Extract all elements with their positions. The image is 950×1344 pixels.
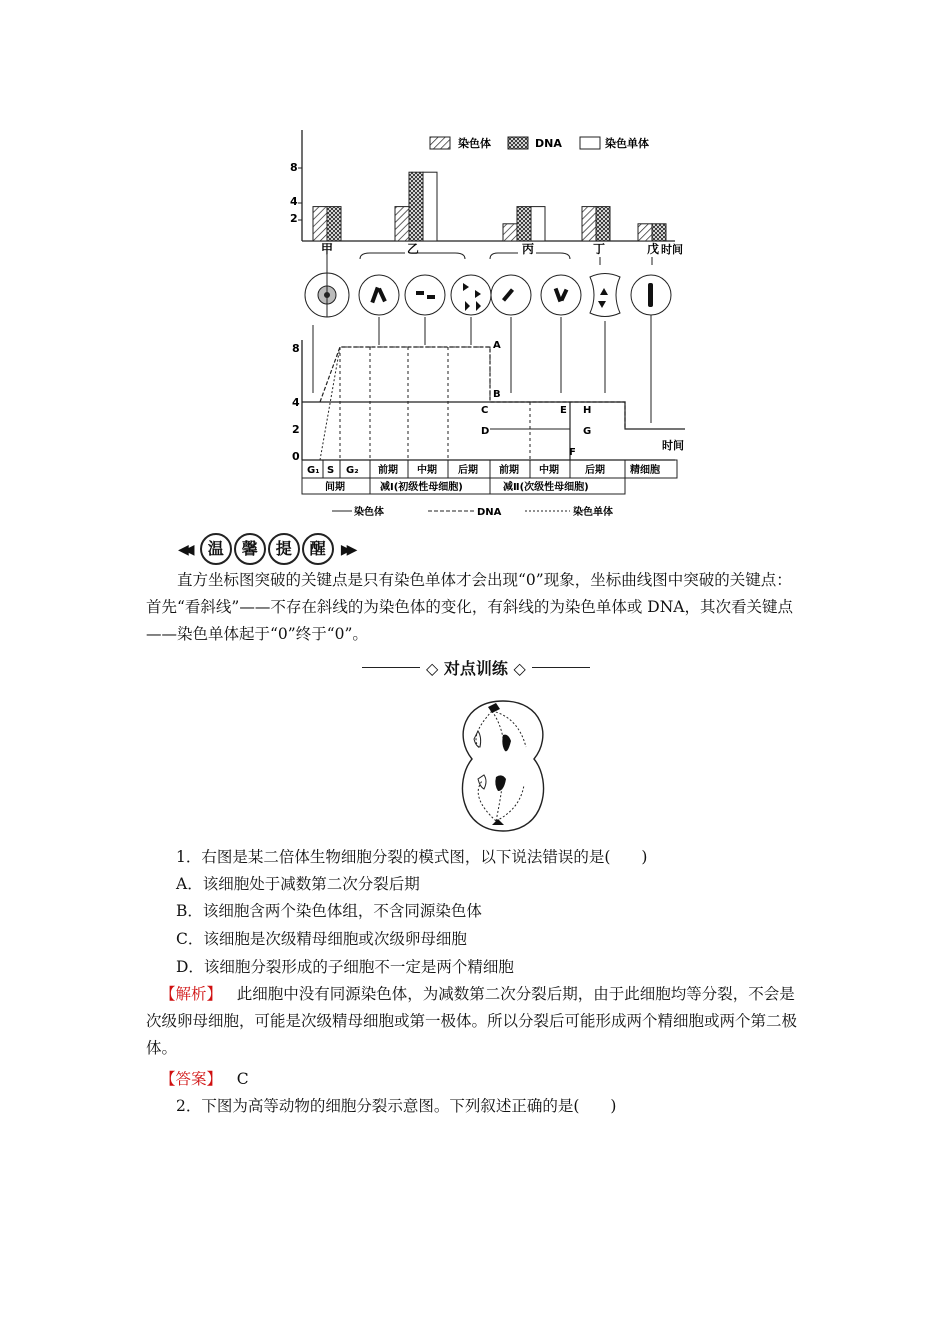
- point-F: F: [569, 447, 576, 458]
- bar-丙-DNA: [517, 207, 531, 241]
- line-tick-2: 2: [292, 423, 300, 436]
- analysis-tag: 【解析】: [160, 985, 223, 1003]
- q1-option-c: C．该细胞是次级精母细胞或次级卵母细胞: [176, 930, 467, 948]
- stage-jia: 甲: [321, 242, 334, 256]
- banner-char-1: 温: [200, 533, 232, 565]
- point-C: C: [481, 405, 489, 416]
- bar-戊-DNA: [652, 224, 666, 241]
- analysis-text: 此细胞中没有同源染色体，为减数第二次分裂后期，由于此细胞均等分裂，不会是次级卵母细胞，可能是次级精母细胞或第一极体。所以分裂后可能形成两个精细胞或两个第二极体。: [146, 985, 798, 1057]
- meiosis-figure: [280, 125, 700, 525]
- bar-legend: [430, 136, 649, 150]
- q1-answer: [160, 1067, 249, 1089]
- q1-option-d: D．该细胞分裂形成的子细胞不一定是两个精细胞: [176, 958, 514, 976]
- line-tick-4: 4: [292, 396, 300, 409]
- q2-stem: 2．下图为高等动物的细胞分裂示意图。下列叙述正确的是( ): [176, 1097, 617, 1115]
- phase-g2: G₂: [346, 465, 359, 476]
- stage-wu: 戊: [647, 242, 660, 256]
- phase-prophase-1: 前期: [378, 465, 398, 476]
- bar-乙-染色单体: [423, 172, 437, 241]
- bar-甲-染色体: [313, 207, 327, 241]
- phase-s: S: [327, 465, 335, 476]
- phase-metaphase-1: 中期: [417, 465, 437, 476]
- line-legend-chromatid: 染色单体: [573, 507, 613, 518]
- bar-丙-染色单体: [531, 207, 545, 241]
- section-title: ◇ 对点训练 ◇: [362, 656, 632, 679]
- stage-yi: 乙: [407, 242, 420, 256]
- phase-metaphase-2: 中期: [539, 465, 559, 476]
- stage-bing: 丙: [522, 242, 535, 256]
- bar-丁-染色体: [582, 207, 596, 241]
- bar-丁-DNA: [596, 207, 610, 241]
- tip-paragraph: 直方坐标图突破的关键点是只有染色单体才会出现“0”现象，坐标曲线图中突破的关键点：首先“看斜线”——不存在斜线的为染色体的变化，有斜线的为染色单体或 DNA，其次看关键点——染色单体起于“0”终于“0”。: [146, 571, 793, 643]
- bar-乙-DNA: [409, 172, 423, 241]
- point-A: A: [493, 340, 501, 351]
- group-interphase: 间期: [325, 482, 345, 493]
- bar-甲-DNA: [327, 207, 341, 241]
- bar-戊-染色体: [638, 224, 652, 241]
- phase-prophase-2: 前期: [499, 465, 519, 476]
- q1-option-b: B．该细胞含两个染色体组，不含同源染色体: [176, 902, 482, 920]
- bar-tick-4: 4: [290, 195, 298, 208]
- legend-chromosome: 染色体: [458, 137, 491, 150]
- bar-乙-染色体: [395, 207, 409, 241]
- stage-ding: 丁: [593, 242, 606, 256]
- phase-sperm: 精细胞: [630, 465, 660, 476]
- chromosome-line: [302, 402, 685, 429]
- chromatid-line: [320, 347, 570, 460]
- banner-char-2: 馨: [234, 533, 266, 565]
- bar-tick-8: 8: [290, 161, 298, 174]
- tip-banner: [178, 533, 352, 565]
- bar-丙-染色体: [503, 224, 517, 241]
- line-legend-dna: DNA: [477, 507, 502, 518]
- bar-time-label: 时间: [661, 243, 683, 256]
- q1-stem: 1．右图是某二倍体生物细胞分裂的模式图，以下说法错误的是( ): [176, 848, 648, 866]
- banner-char-4: 醒: [302, 533, 334, 565]
- q1-analysis: [146, 981, 806, 1062]
- point-E: E: [560, 405, 567, 416]
- legend-chromatid: 染色单体: [605, 137, 649, 150]
- cell-row: [305, 273, 671, 317]
- line-legend-chromosome: 染色体: [354, 507, 384, 518]
- q1-cell-figure: [448, 697, 558, 835]
- phase-anaphase-1: 后期: [458, 465, 478, 476]
- answer-tag: 【答案】: [160, 1070, 223, 1088]
- bar-tick-2: 2: [290, 212, 298, 225]
- point-G: G: [583, 426, 592, 437]
- legend-dna: DNA: [535, 137, 562, 150]
- dna-line: [320, 347, 625, 429]
- group-meiosis-2: 减Ⅱ(次级性母细胞): [503, 482, 589, 493]
- group-meiosis-1: 减Ⅰ(初级性母细胞): [380, 482, 463, 493]
- point-H: H: [583, 405, 592, 416]
- line-tick-0: 0: [292, 450, 300, 463]
- phase-anaphase-2: 后期: [585, 465, 605, 476]
- banner-left-arrow-icon: ◀◀: [178, 542, 190, 558]
- line-tick-8: 8: [292, 342, 300, 355]
- banner-right-arrow-icon: ▶▶: [340, 542, 353, 558]
- answer-text: C: [236, 1070, 249, 1088]
- phase-g1: G₁: [307, 465, 320, 476]
- point-B: B: [493, 389, 501, 400]
- point-D: D: [481, 426, 490, 437]
- q1-option-a: A．该细胞处于减数第二次分裂后期: [176, 875, 420, 893]
- banner-char-3: 提: [268, 533, 300, 565]
- line-time-label: 时间: [662, 439, 684, 452]
